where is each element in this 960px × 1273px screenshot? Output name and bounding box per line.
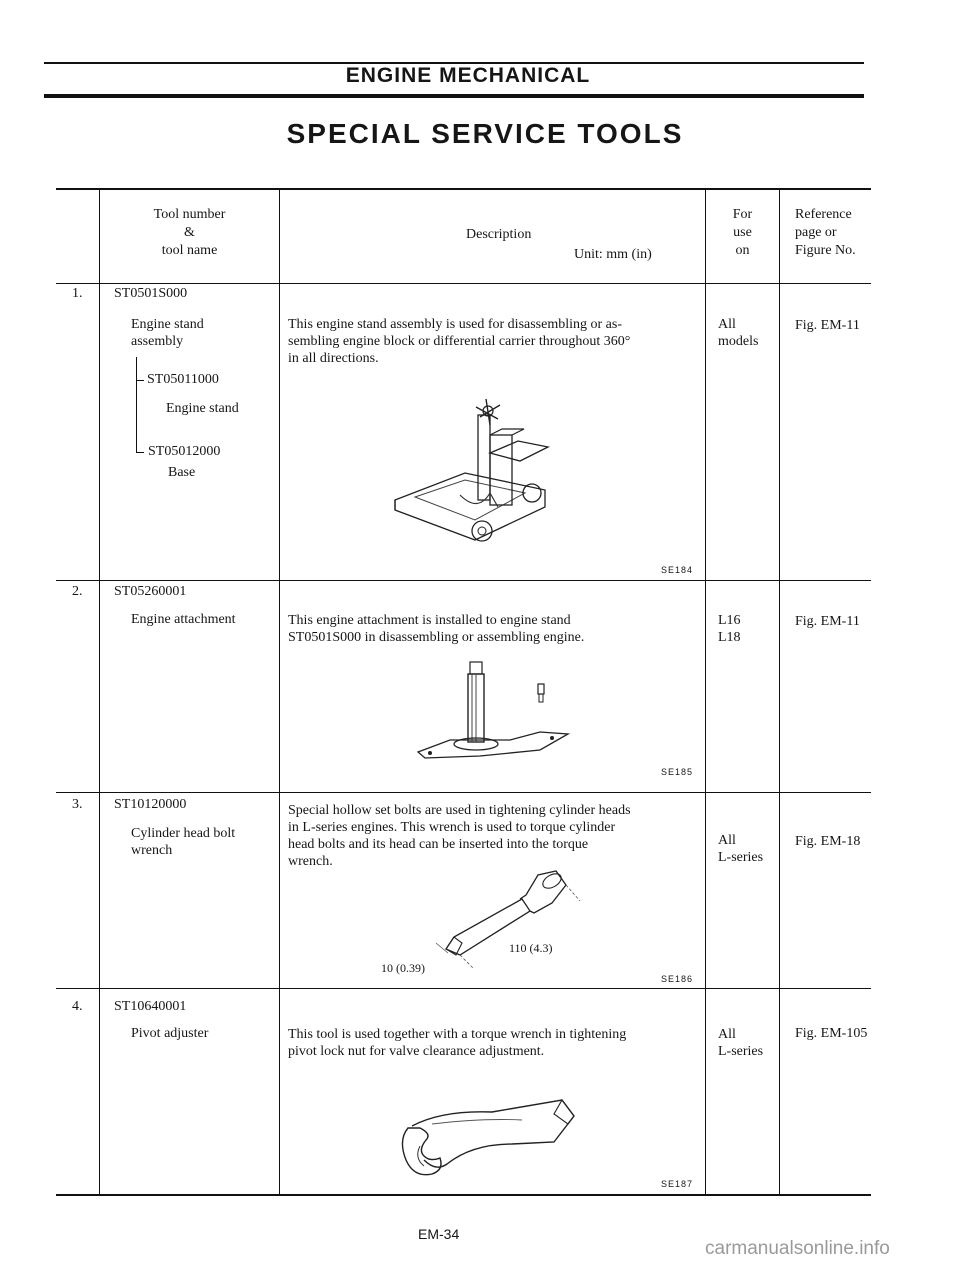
dimension-label: 10 (0.39) [381, 961, 425, 975]
tool-name: Pivot adjuster [131, 1026, 209, 1041]
for-use-on: All models [718, 317, 759, 349]
figure-number: SE186 [661, 974, 694, 984]
header-description: Description [466, 227, 532, 242]
tool-number: ST0501S000 [114, 286, 188, 301]
reference-figure: Fig. EM-105 [795, 1026, 868, 1041]
subpart-name: Base [168, 465, 196, 480]
subpart-number: ST05011000 [147, 372, 219, 387]
tool-name: Engine stand assembly [131, 317, 204, 349]
engine-attachment-illustration [410, 660, 620, 760]
row1-bottom-rule [56, 580, 871, 581]
header-reference: Reference page or Figure No. [795, 207, 856, 258]
row-number: 3. [72, 797, 83, 812]
row3-bottom-rule [56, 988, 871, 989]
tool-description: Special hollow set bolts are used in tightening cylinder heads in L-series engines. This wrench is used to torque cylinder head bolts and its head can be inserted into the torque wrench. [288, 803, 631, 869]
subpart-bracket [136, 357, 137, 453]
subpart-tick [137, 380, 144, 381]
row-number: 1. [72, 286, 83, 301]
header-unit: Unit: mm (in) [574, 247, 652, 262]
row-number: 4. [72, 999, 83, 1014]
figure-number: SE184 [661, 565, 694, 575]
col-divider-1 [99, 188, 100, 1196]
tool-description: This engine stand assembly is used for disassembling or as- sembling engine block or differential carrier throughout 360° in all directions. [288, 317, 631, 366]
col-divider-3 [705, 188, 706, 1196]
figure-number: SE187 [661, 1179, 694, 1189]
section-title: ENGINE MECHANICAL [345, 64, 591, 87]
col-divider-4 [779, 188, 780, 1196]
for-use-on: All L-series [718, 833, 764, 865]
tool-description: This engine attachment is installed to engine stand ST0501S000 in disassembling or assembling engine. [288, 613, 585, 645]
row2-bottom-rule [56, 792, 871, 793]
reference-figure: Fig. EM-18 [795, 834, 861, 849]
tool-description: This tool is used together with a torque wrench in tightening pivot lock nut for valve clearance adjustment. [288, 1027, 627, 1059]
row-number: 2. [72, 584, 83, 599]
subpart-number: ST05012000 [148, 444, 221, 459]
for-use-on: L16 L18 [718, 613, 741, 645]
reference-figure: Fig. EM-11 [795, 318, 860, 333]
header-tool: Tool number & tool name [153, 207, 226, 258]
tool-name: Cylinder head bolt wrench [131, 826, 236, 858]
reference-figure: Fig. EM-11 [795, 614, 860, 629]
figure-number: SE185 [661, 767, 694, 777]
tool-number: ST10120000 [114, 797, 187, 812]
pivot-adjuster-illustration [392, 1080, 592, 1190]
subpart-name: Engine stand [166, 401, 239, 416]
subpart-tick [137, 452, 144, 453]
col-divider-2 [279, 188, 280, 1196]
table-bottom-rule [56, 1194, 871, 1196]
bolt-wrench-illustration [430, 865, 620, 975]
header-use: For use on [732, 207, 753, 258]
section-rule [44, 94, 864, 98]
for-use-on: All L-series [718, 1027, 764, 1059]
watermark: carmanualsonline.info [705, 1238, 890, 1259]
tool-number: ST05260001 [114, 584, 187, 599]
tool-number: ST10640001 [114, 999, 187, 1014]
page-title: SPECIAL SERVICE TOOLS [286, 118, 684, 149]
table-top-rule [56, 188, 871, 190]
dimension-label: 110 (4.3) [509, 941, 553, 955]
engine-stand-illustration [390, 395, 610, 555]
page-number: EM-34 [418, 1226, 460, 1242]
tool-name: Engine attachment [131, 612, 236, 627]
header-bottom-rule [56, 283, 871, 284]
